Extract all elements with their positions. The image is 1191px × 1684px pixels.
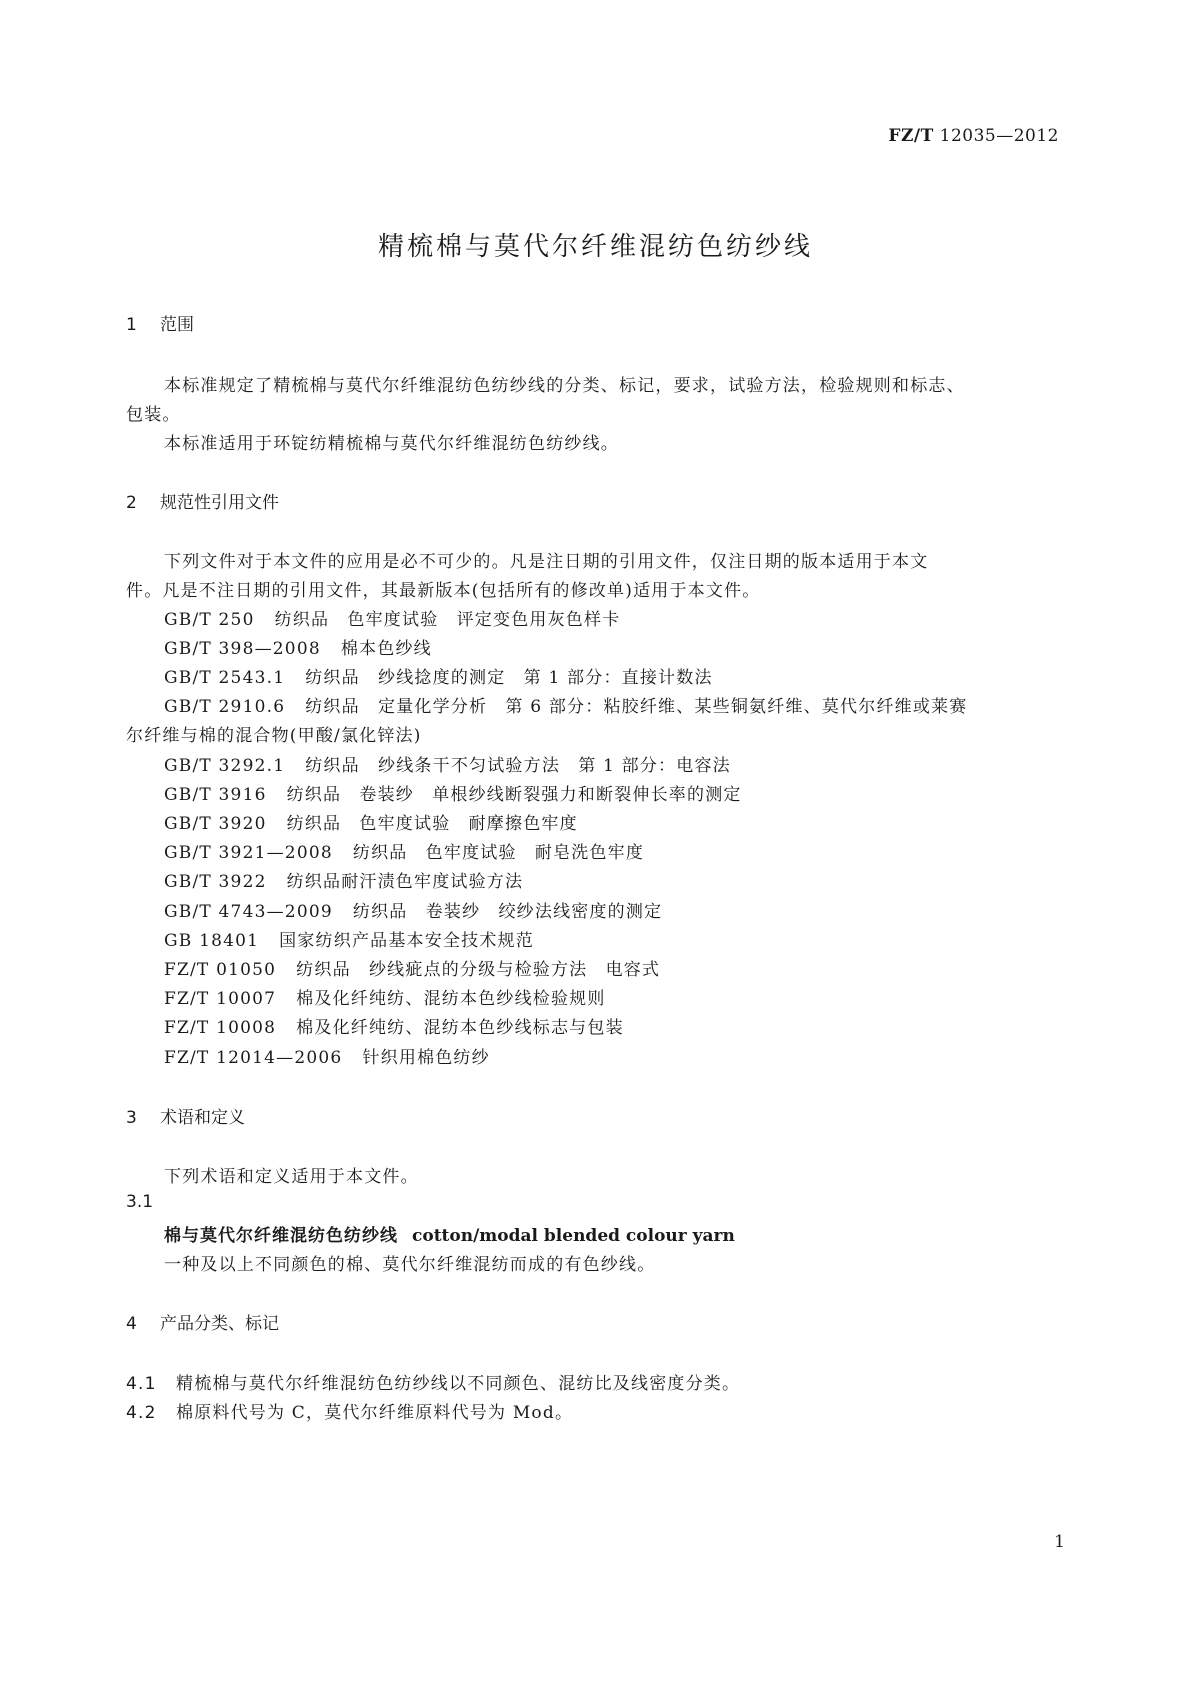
reference-item-continuation: 尔纤维与棉的混合物(甲酸/氯化锌法) (126, 726, 422, 746)
term-definition: 一种及以上不同颜色的棉、莫代尔纤维混纺而成的有色纱线。 (164, 1255, 656, 1275)
term-chinese: 棉与莫代尔纤维混纺色纺纱线 (164, 1226, 398, 1246)
section-1-paragraph-2: 本标准适用于环锭纺精梳棉与莫代尔纤维混纺色纺纱线。 (164, 434, 619, 454)
reference-item: GB/T 4743—2009 纺织品 卷装纱 绞纱法线密度的测定 (164, 902, 663, 922)
reference-item: GB/T 3292.1 纺织品 纱线条干不匀试验方法 第 1 部分：电容法 (164, 756, 731, 776)
section-4-heading: 4 产品分类、标记 (126, 1314, 279, 1334)
standard-number: FZ/T 12035—2012 (888, 126, 1059, 146)
section-1-paragraph-1-line-1: 本标准规定了精梳棉与莫代尔纤维混纺色纺纱线的分类、标记，要求，试验方法，检验规则和标志、 (164, 376, 965, 396)
section-1-heading: 1 范围 (126, 315, 194, 335)
section-2-intro-line-1: 下列文件对于本文件的应用是必不可少的。凡是注日期的引用文件，仅注日期的版本适用于本文 (164, 552, 929, 572)
reference-item: FZ/T 01050 纺织品 纱线疵点的分级与检验方法 电容式 (164, 960, 661, 980)
section-1-paragraph-1-line-2: 包装。 (126, 405, 181, 425)
section-2-intro-line-2: 件。凡是不注日期的引用文件，其最新版本(包括所有的修改单)适用于本文件。 (126, 581, 761, 601)
reference-item: GB/T 2543.1 纺织品 纱线捻度的测定 第 1 部分：直接计数法 (164, 668, 713, 688)
reference-item: GB/T 2910.6 纺织品 定量化学分析 第 6 部分：粘胶纤维、某些铜氨纤维、莫代尔纤维或莱赛 (164, 697, 968, 717)
term-entry (164, 1221, 735, 1246)
reference-item: FZ/T 12014—2006 针织用棉色纺纱 (164, 1048, 490, 1068)
section-3-intro: 下列术语和定义适用于本文件。 (164, 1167, 419, 1187)
reference-item: GB/T 398—2008 棉本色纱线 (164, 639, 432, 659)
section-2-heading: 2 规范性引用文件 (126, 493, 279, 513)
term-english: cotton/modal blended colour yarn (412, 1226, 735, 1246)
reference-item: GB 18401 国家纺织产品基本安全技术规范 (164, 931, 534, 951)
section-3-heading: 3 术语和定义 (126, 1108, 245, 1128)
reference-item: GB/T 3922 纺织品耐汗渍色牢度试验方法 (164, 872, 524, 892)
reference-item: FZ/T 10007 棉及化纤纯纺、混纺本色纱线检验规则 (164, 989, 606, 1009)
reference-item: GB/T 3921—2008 纺织品 色牢度试验 耐皂洗色牢度 (164, 843, 645, 863)
page-number: 1 (1054, 1532, 1065, 1552)
reference-item: FZ/T 10008 棉及化纤纯纺、混纺本色纱线标志与包装 (164, 1018, 624, 1038)
reference-item: GB/T 3920 纺织品 色牢度试验 耐摩擦色牢度 (164, 814, 578, 834)
reference-item: GB/T 3916 纺织品 卷装纱 单根纱线断裂强力和断裂伸长率的测定 (164, 785, 742, 805)
clause-3-1-number: 3.1 (126, 1192, 154, 1212)
clause-4-1: 4.1 精梳棉与莫代尔纤维混纺色纺纱线以不同颜色、混纺比及线密度分类。 (126, 1374, 741, 1394)
reference-item: GB/T 250 纺织品 色牢度试验 评定变色用灰色样卡 (164, 610, 621, 630)
document-title: 精梳棉与莫代尔纤维混纺色纺纱线 (377, 232, 813, 262)
clause-4-2: 4.2 棉原料代号为 C，莫代尔纤维原料代号为 Mod。 (126, 1403, 574, 1423)
